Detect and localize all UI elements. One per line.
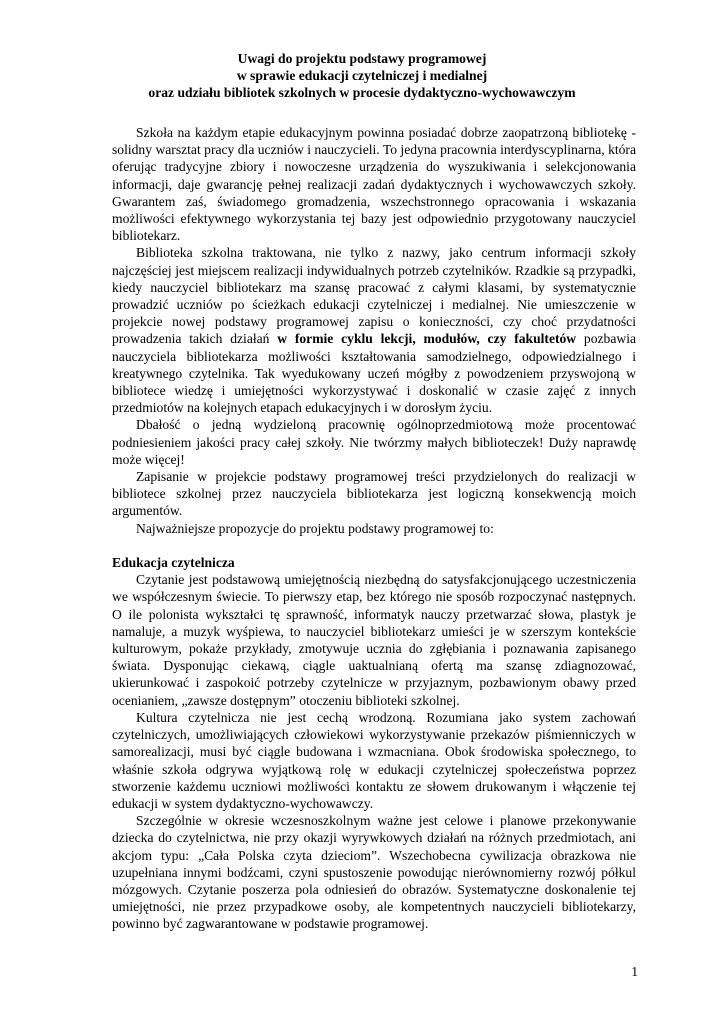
paragraph-text: Biblioteka szkolna traktowana, nie tylko z nazwy, jako centrum informacji szkoły najczęściej jest miejscem realizacji indywidualnych potrzeb czytelników. Rzadkie są przypadki, kiedy nauczyciel bibliotekarz ma szansę pracować z całymi klasami, by systematycznie prowadzić uczniów po ścieżkach edukacji czytelniczej i medialnej. Nie umieszczenie w projekcie nowej podstawy programowej zapisu o konieczności, czy choć przydatności prowadzenia takich działań xyxy=(112,245,636,347)
page-number: 1 xyxy=(631,964,638,979)
section-heading: Edukacja czytelnicza xyxy=(112,555,235,571)
paragraph-early-school: Szczególnie w okresie wczesnoszkolnym ważne jest celowe i planowe przekonywanie dziecka do czytelnictwa, nie przy okazji wyrywkowych działań na różnych przedmiotach, ani akcjom typu: „Cała Polska czyta dzieciom”. Wszechobecna cywilizacja obrazkowa nie uzupełniana innymi bodźcami, czyni spustoszenie powodując nierównomierny rozwój półkul mózgowych. Czytanie poszerza pola odniesień do obrazów. Systematyczne doskonalenie tej umiejętności, nie przez przypadkowe osoby, ale kompetentnych nauczycieli bibliotekarzy, powinno być zagwarantowane w podstawie programowej. xyxy=(112,813,636,932)
paragraph-reading-skill: Czytanie jest podstawową umiejętnością niezbędną do satysfakcjonującego uczestniczenia we współczesnym świecie. To pierwszy etap, bez którego nie sposób rozpoczynać następnych. O ile polonista wykształci tę sprawność, informatyk nauczy przetwarzać słowa, plastyk je namaluje, a muzyk wyśpiewa, to nauczyciel bibliotekarz umieści je w szerszym kontekście kulturowym, pokaże przykłady, zmotywuje ucznia do zgłębiania i poznawania zapisanego świata. Dysponując ciekawą, ciągle uaktualnianą ofertą ma szansę zdiagnozować, ukierunkować i zaspokoić potrzeby czytelnicze w przyjaznym, pozbawionym obawy przed ocenianiem, „zawsze dostępnym” otoczeniu biblioteki szkolnej. xyxy=(112,572,636,708)
paragraph-text: pozbawia nauczyciela bibliotekarza możliwości kształtowania samodzielnego, odpowiedzialnego i kreatywnego czytelnika. Tak wyedukowany uczeń mógłby z powodzeniem przyswojoną w bibliotece wiedzę i umiejętności wykorzystywać i doskonalić w czasie zajęć z innych przedmiotów na kolejnych etapach edukacyjnych i w dorosłym życiu. xyxy=(112,331,637,416)
document-body xyxy=(112,124,636,933)
paragraph-proposals-intro: Najważniejsze propozycje do projektu podstawy programowej to: xyxy=(136,520,494,536)
paragraph-library-workshop: Szkoła na każdym etapie edukacyjnym powinna posiadać dobrze zaopatrzoną bibliotekę - solidny warsztat pracy dla uczniów i nauczycieli. To jedyna pracownia interdyscyplinarna, która oferując tradycyjne zbiory i nowoczesne urządzenia do wyszukiwania i selekcjonowania informacji, daje gwarancję pełnej realizacji zadań dydaktycznych i wychowawczych szkoły. Gwarantem zaś, świadomego gromadzenia, wszechstronnego opracowania i wskazania możliwości efektywnego wykorzystania tej bazy jest odpowiednio przygotowany nauczyciel bibliotekarz. xyxy=(112,125,636,244)
section-spacer xyxy=(112,537,636,554)
emphasis-text: w formie cyklu lekcji, modułów, czy fakultetów xyxy=(277,331,577,347)
paragraph-single-workshop: Dbałość o jedną wydzieloną pracownię ogólnoprzedmiotową może procentować podniesieniem jakości pracy całej szkoły. Nie twórzmy małych biblioteczek! Duży naprawdę może więcej! xyxy=(112,417,636,467)
paragraph-reading-culture: Kultura czytelnicza nie jest cechą wrodzoną. Rozumiana jako system zachowań czytelniczych, umożliwiających człowiekowi wykorzystywanie przekazów piśmienniczych w samorealizacji, musi być ciągle budowana i wzmacniana. Obok środowiska społecznego, to właśnie szkoła odgrywa wyjątkową rolę w edukacji czytelniczej społeczeństwa poprzez stworzenie każdemu uczniowi możliwości kontaktu ze słowem drukowanym i włączenie tej edukacji w system dydaktyczno-wychowawczy. xyxy=(112,709,636,811)
document-title xyxy=(0,50,724,101)
paragraph-core-curriculum: Zapisanie w projekcie podstawy programowej treści przydzielonych do realizacji w bibliotece szkolnej przez nauczyciela bibliotekarza jest logiczną konsekwencją moich argumentów. xyxy=(112,469,636,519)
title-line-3: oraz udziału bibliotek szkolnych w procesie dydaktyczno-wychowawczym xyxy=(148,85,576,100)
paragraph-information-centre xyxy=(112,244,636,416)
title-line-1: Uwagi do projektu podstawy programowej xyxy=(237,51,487,66)
title-line-2: w sprawie edukacji czytelniczej i medialnej xyxy=(236,68,488,83)
